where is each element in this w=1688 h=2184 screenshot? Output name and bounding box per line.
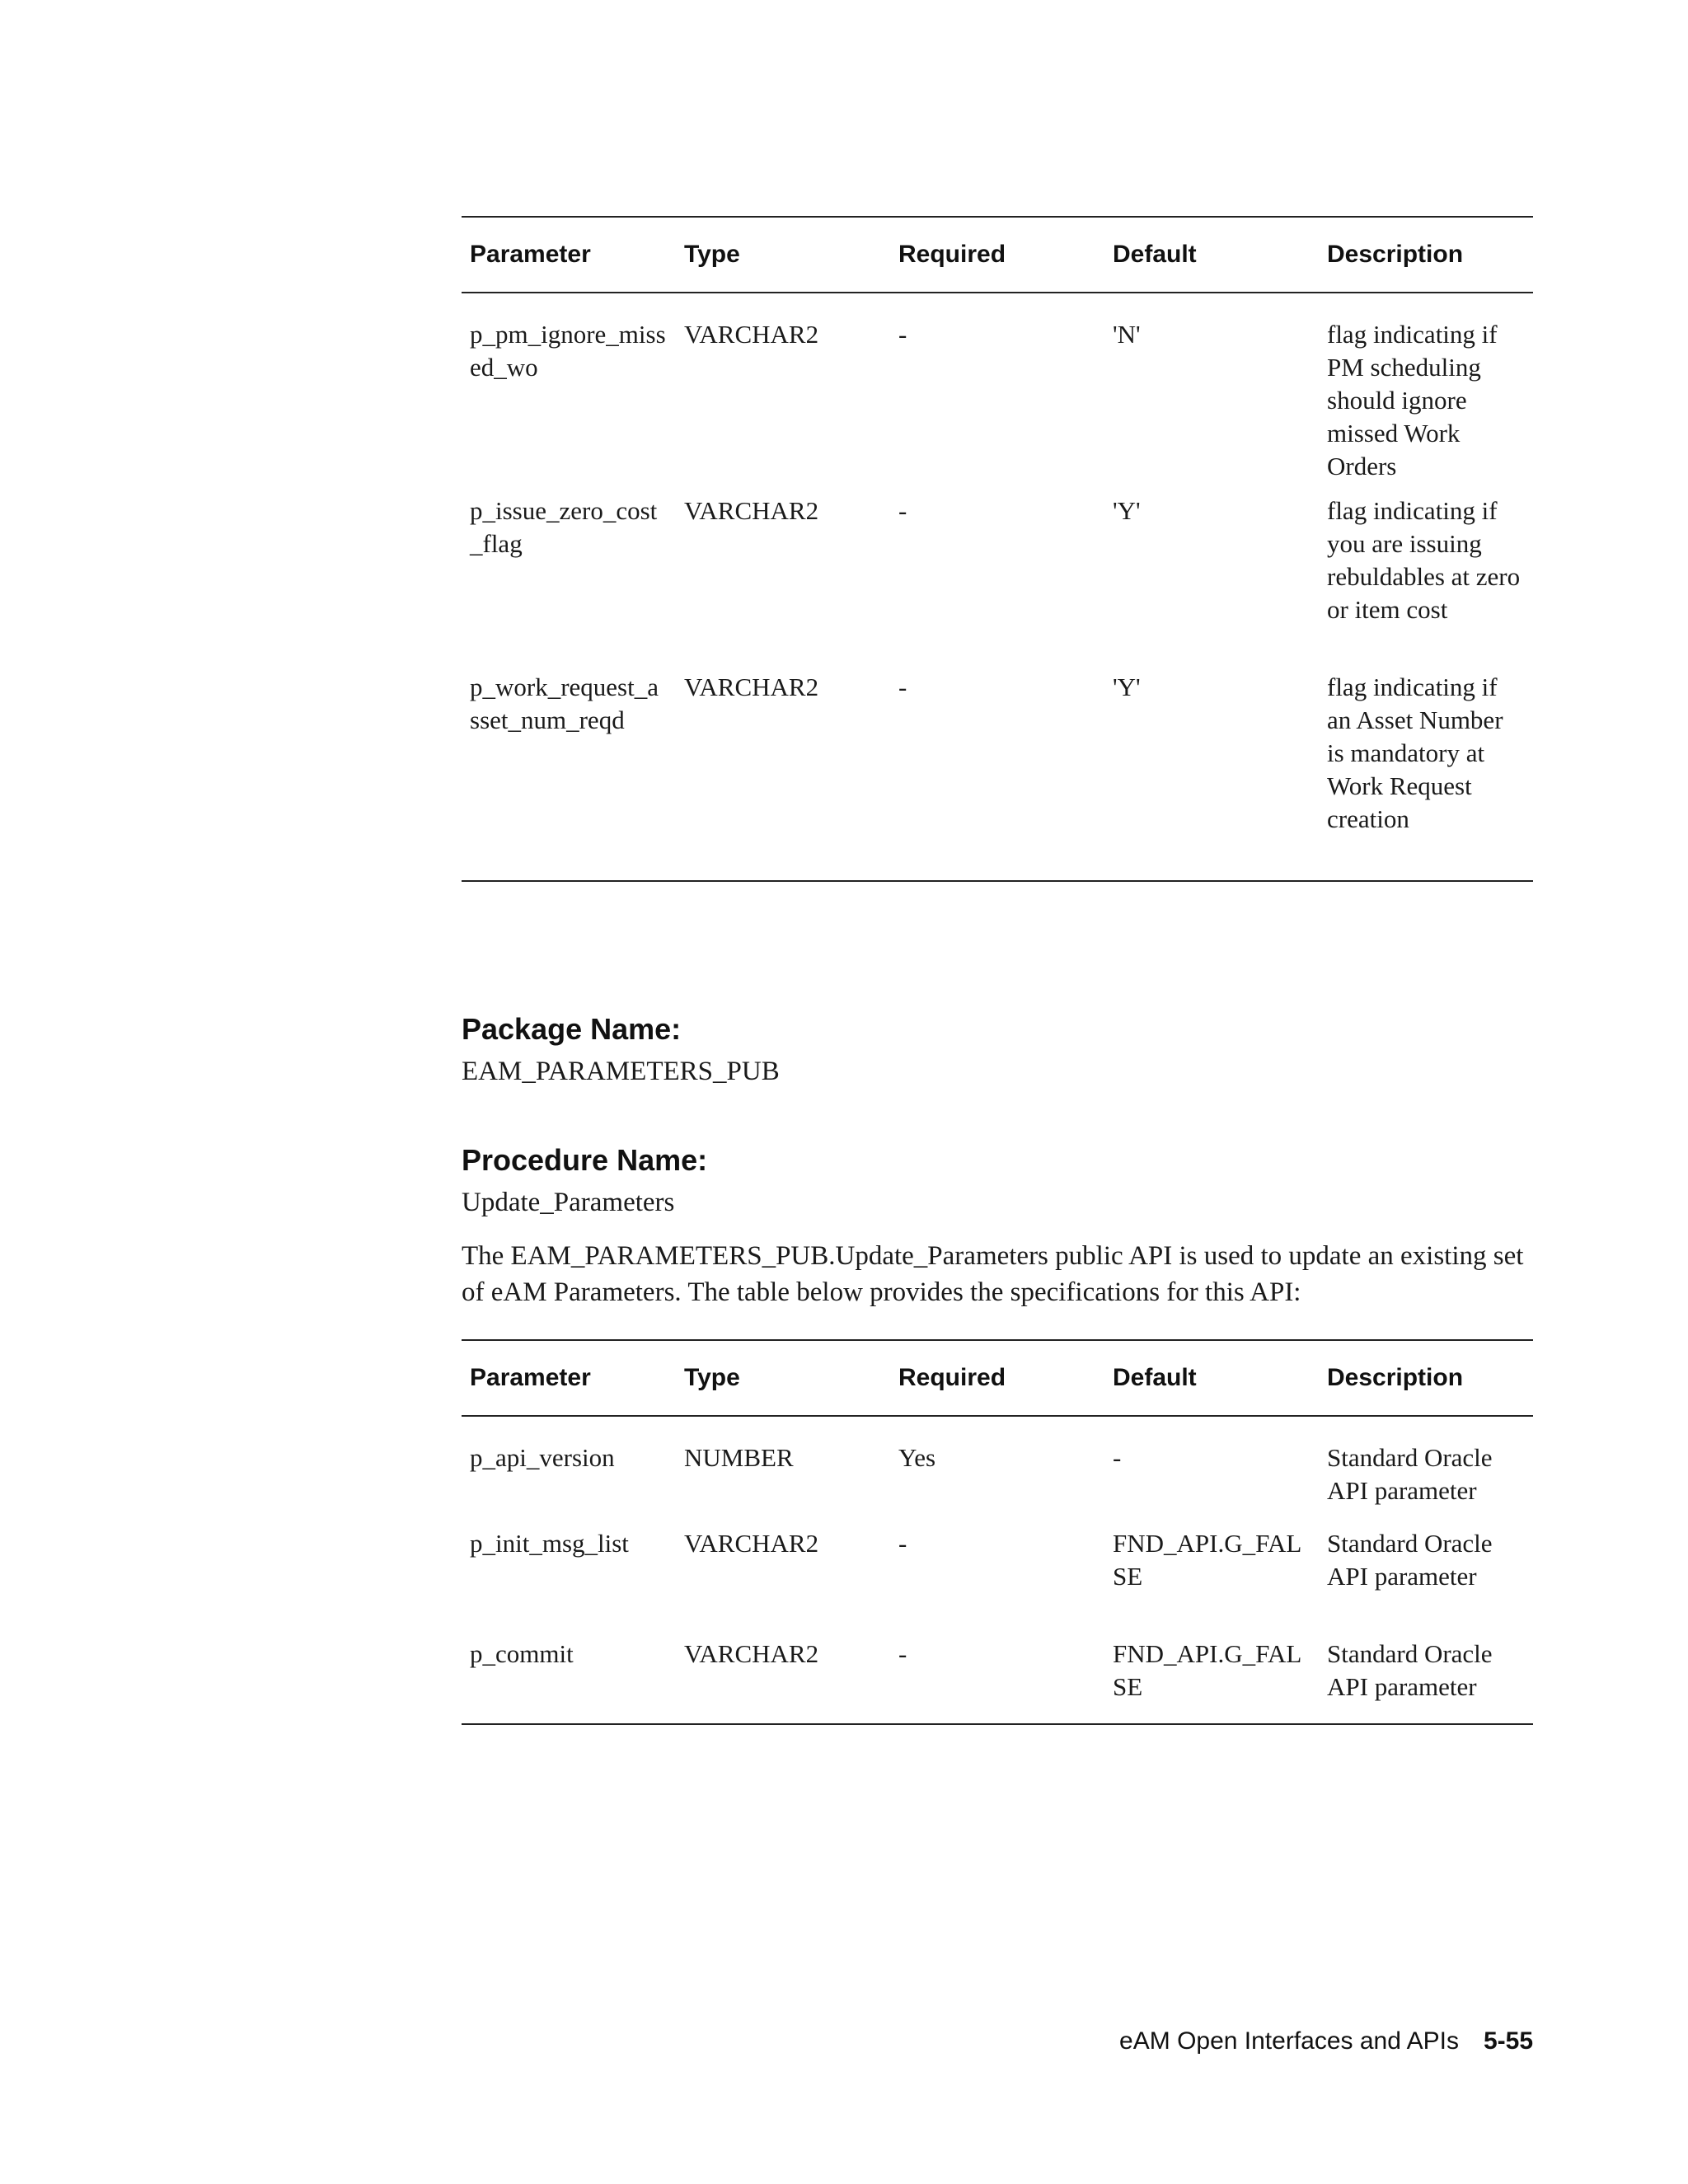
cell-description: flag indicating if an Asset Number is mandatory at Work Request creation xyxy=(1319,671,1533,881)
column-header-type: Type xyxy=(684,1364,740,1391)
cell-default: FND_API.G_FALSE xyxy=(1113,1529,1302,1591)
table-row xyxy=(462,1638,1533,1724)
cell-description: flag indicating if PM scheduling should ignore missed Work Orders xyxy=(1327,320,1498,480)
parameters-table-2 xyxy=(462,1339,1533,1725)
cell-parameter: p_issue_zero_cost_flag xyxy=(470,496,658,558)
table-row xyxy=(462,293,1533,494)
table-header-row xyxy=(462,1340,1533,1416)
cell-required: - xyxy=(890,671,1104,881)
table-row xyxy=(462,671,1533,881)
footer-title: eAM Open Interfaces and APIs xyxy=(1119,2027,1459,2055)
parameters-table-1 xyxy=(462,216,1533,882)
column-header-parameter: Parameter xyxy=(470,1364,591,1391)
cell-required: - xyxy=(898,496,907,525)
cell-parameter: p_work_request_asset_num_reqd xyxy=(462,671,676,881)
procedure-description: The EAM_PARAMETERS_PUB.Update_Parameters public API is used to update an existing set of eAM Parameters. The table below provides the specifications for this API: xyxy=(462,1241,1524,1307)
cell-description: Standard Oracle API parameter xyxy=(1327,1529,1493,1591)
package-name-value: EAM_PARAMETERS_PUB xyxy=(462,1057,780,1086)
cell-description: Standard Oracle API parameter xyxy=(1319,1638,1533,1724)
cell-type: VARCHAR2 xyxy=(684,1529,819,1558)
table-row xyxy=(462,1416,1533,1527)
cell-default: - xyxy=(1113,1443,1122,1472)
cell-required: - xyxy=(890,1638,1104,1724)
page-number: 5-55 xyxy=(1483,2027,1533,2055)
procedure-name-value: Update_Parameters xyxy=(462,1188,675,1217)
cell-type: VARCHAR2 xyxy=(684,320,819,349)
package-name-heading: Package Name: xyxy=(462,1012,682,1046)
column-header-parameter: Parameter xyxy=(470,241,591,268)
table-row xyxy=(462,1527,1533,1638)
column-header-required: Required xyxy=(898,241,1006,268)
cell-description: Standard Oracle API parameter xyxy=(1327,1443,1493,1505)
cell-parameter: p_init_msg_list xyxy=(470,1529,629,1558)
cell-type: VARCHAR2 xyxy=(676,671,890,881)
cell-required: Yes xyxy=(898,1443,936,1472)
cell-parameter: p_api_version xyxy=(470,1443,615,1472)
cell-type: VARCHAR2 xyxy=(684,496,819,525)
cell-default: 'N' xyxy=(1113,320,1141,349)
column-header-default: Default xyxy=(1113,241,1197,268)
procedure-name-heading: Procedure Name: xyxy=(462,1143,708,1177)
cell-default: 'Y' xyxy=(1113,496,1141,525)
cell-default: FND_API.G_FALSE xyxy=(1104,1638,1319,1724)
cell-required: - xyxy=(898,1529,907,1558)
cell-description: flag indicating if you are issuing rebuldables at zero or item cost xyxy=(1327,496,1521,624)
column-header-default: Default xyxy=(1113,1364,1197,1391)
cell-type: VARCHAR2 xyxy=(676,1638,890,1724)
cell-default: 'Y' xyxy=(1104,671,1319,881)
cell-parameter: p_commit xyxy=(462,1638,676,1724)
table-row xyxy=(462,494,1533,671)
page-footer xyxy=(1119,2027,1533,2055)
cell-required: - xyxy=(898,320,907,349)
column-header-type: Type xyxy=(684,241,740,268)
cell-type: NUMBER xyxy=(684,1443,794,1472)
column-header-required: Required xyxy=(898,1364,1006,1391)
column-header-description: Description xyxy=(1327,241,1464,268)
column-header-description: Description xyxy=(1327,1364,1464,1391)
cell-parameter: p_pm_ignore_missed_wo xyxy=(470,320,666,382)
table-header-row xyxy=(462,217,1533,293)
